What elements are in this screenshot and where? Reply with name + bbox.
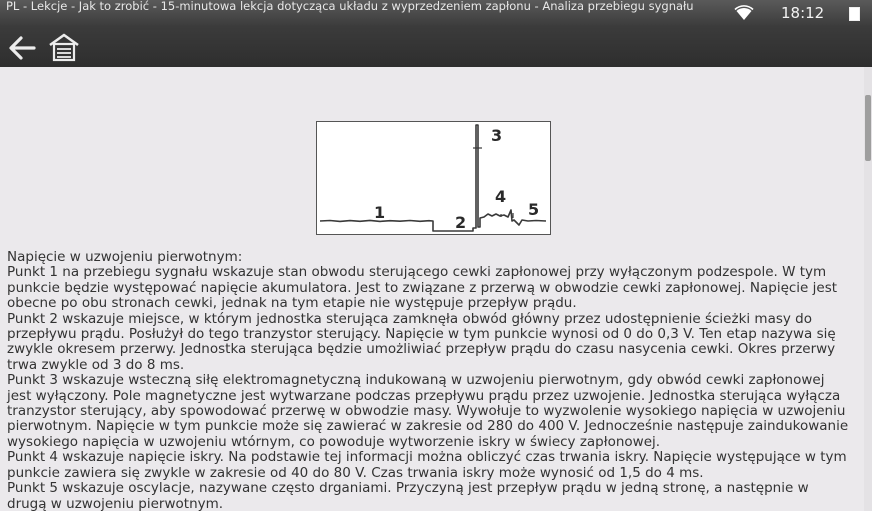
section-heading: Napięcie w uzwojeniu pierwotnym: xyxy=(7,249,243,265)
home-icon xyxy=(50,35,78,60)
paragraph-point-1: Punkt 1 na przebiegu sygnału wskazuje stan obwodu sterującego cewki zapłonowej przy wyłączonym podzespole. W tym punkcie będzie występować napięcie akumulatora. Jest to związane z przerwą w obwodzie cewki zapłonowej. Napięcie jest obecne po obu stronach cewki, jednak na tym etapie nie występuje przepływ prądu. xyxy=(7,264,838,312)
battery-icon xyxy=(849,7,860,21)
back-button[interactable] xyxy=(6,34,38,62)
paragraph-point-2: Punkt 2 wskazuje miejsce, w którym jednostka sterująca zamknęła obwód główny przez udostępnienie ścieżki masy do przepływu prądu. Posłużył do tego tranzystor sterujący. Napięcie w tym punkcie wynosi od 0 do 0,3 V. Ten etap nazywa się zwykle okresem przerwy. Jednostka sterująca będzie umożliwiać przepływ prądu do czasu nasycenia cewki. Okres przerwy trwa zwykle od 3 do 8 ms. xyxy=(7,310,836,373)
status-bar xyxy=(0,0,872,67)
window-title: PL - Lekcje - Jak to zrobić - 15-minutowa lekcja dotycząca układu z wyprzedzeniem zapłonu - Analiza przebiegu sygnału xyxy=(6,0,694,13)
lesson-text xyxy=(7,250,852,511)
paragraph-point-4: Punkt 4 wskazuje napięcie iskry. Na podstawie tej informacji można obliczyć czas trwania iskry. Napięcie występujące w tym punkcie zawiera się zwykle w zakresie od 40 do 80 V. Czas trwania iskry może wynosić od 1,5 do 4 ms. xyxy=(7,449,847,481)
clock: 18:12 xyxy=(781,4,825,22)
paragraph-point-5: Punkt 5 wskazuje oscylacje, nazywane często drganiami. Przyczyną jest przepływ prądu w jedną stronę, a następnie w drugą w uzwojeniu pierwotnym. xyxy=(7,480,809,511)
waveform-label-5: 5 xyxy=(528,200,540,219)
waveform-label-3: 3 xyxy=(491,126,503,145)
scrollbar[interactable] xyxy=(864,67,872,511)
lesson-content[interactable] xyxy=(0,67,864,511)
home-button[interactable] xyxy=(48,32,80,62)
waveform-label-4: 4 xyxy=(495,187,507,206)
back-arrow-icon xyxy=(11,38,34,58)
wifi-icon xyxy=(734,5,754,21)
waveform-diagram xyxy=(316,121,551,235)
waveform-label-1: 1 xyxy=(374,203,386,222)
paragraph-point-3: Punkt 3 wskazuje wsteczną siłę elektromagnetyczną indukowaną w uzwojeniu pierwotnym, gdy obwód cewki zapłonowej jest wyłączony. Pole magnetyczne jest wytwarzane podczas przepływu prądu przez uzwojenie. Jednostka sterująca wyłącza tranzystor sterujący, aby spowodować przerwę w obwodzie masy. Wywołuje to wyzwolenie wysokiego napięcia w uzwojeniu pierwotnym. Napięcie w tym punkcie może się zawierać w zakresie od 280 do 400 V. Jednocześnie następuje zaindukowanie wysokiego napięcia w uzwojeniu wtórnym, co powoduje wytworzenie iskry w świecy zapłonowej. xyxy=(7,372,849,450)
scrollbar-thumb[interactable] xyxy=(865,95,871,161)
waveform-label-2: 2 xyxy=(455,213,467,232)
